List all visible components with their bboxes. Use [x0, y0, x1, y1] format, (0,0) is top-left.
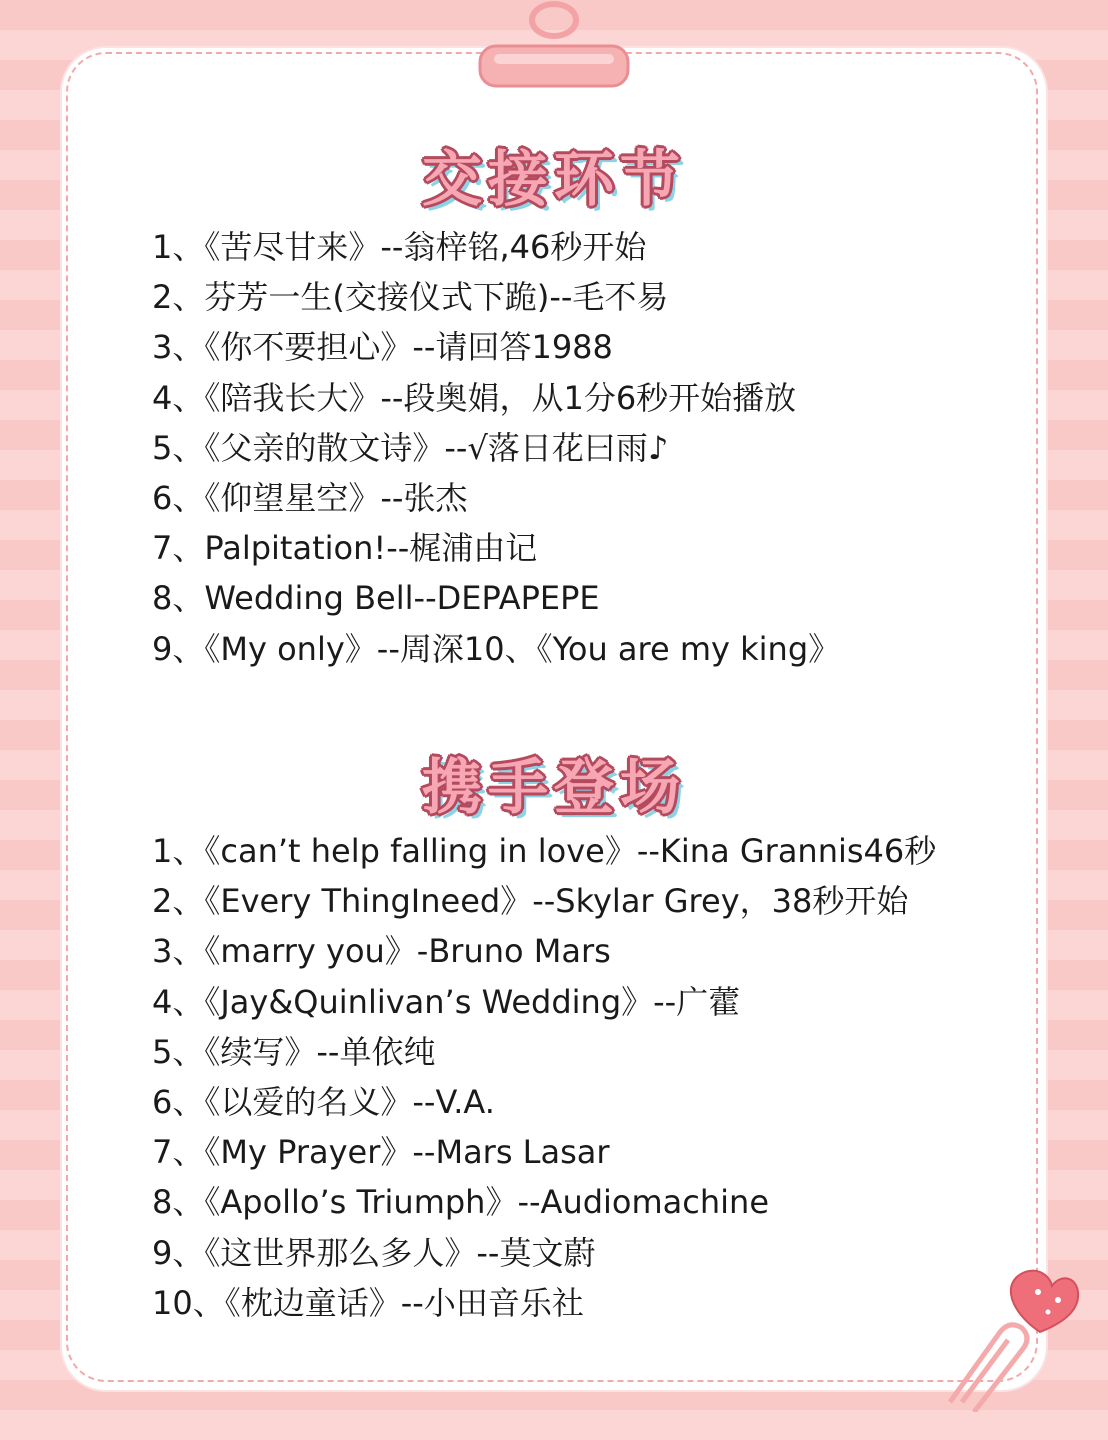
- list-item: 6、《以爱的名义》--V.A.: [152, 1082, 495, 1121]
- entrance-song-list: [152, 826, 936, 1328]
- list-item: 7、《My Prayer》--Mars Lasar: [152, 1133, 610, 1172]
- section-title-handover: 交接环节: [422, 145, 686, 215]
- list-item: 2、芬芳一生(交接仪式下跪)--毛不易: [152, 278, 669, 317]
- handover-song-list: [152, 222, 840, 674]
- list-item: 9、《My only》--周深10、《You are my king》: [152, 629, 841, 668]
- list-item: 4、《Jay&Quinlivan’s Wedding》--广藿: [152, 982, 741, 1021]
- list-item: 3、《你不要担心》--请回答1988: [152, 328, 613, 367]
- list-item: 8、Wedding Bell--DEPAPEPE: [152, 579, 600, 618]
- list-item: 1、《can’t help falling in love》--Kina Grannis46秒: [152, 832, 937, 870]
- list-item: 4、《陪我长大》--段奥娟，从1分6秒开始播放: [152, 378, 797, 417]
- list-item: 2、《Every ThingIneed》--Skylar Grey，38秒开始: [152, 882, 909, 921]
- list-item: 1、《苦尽甘来》--翁梓铭,46秒开始: [152, 228, 647, 266]
- list-item: 8、《Apollo’s Triumph》--Audiomachine: [152, 1183, 770, 1222]
- section-title-entrance: 携手登场: [422, 753, 686, 823]
- list-item: 7、Palpitation!--梶浦由记: [152, 529, 538, 568]
- heart-paperclip-icon: [930, 1262, 1080, 1412]
- list-item: 9、《这世界那么多人》--莫文蔚: [152, 1233, 596, 1272]
- list-item: 3、《marry you》-Bruno Mars: [152, 932, 611, 971]
- list-item: 6、《仰望星空》--张杰: [152, 478, 468, 517]
- list-item: 10、《枕边童话》--小田音乐社: [152, 1283, 584, 1322]
- binder-clip-icon: [474, 0, 634, 96]
- list-item: 5、《续写》--单依纯: [152, 1032, 436, 1071]
- list-item: 5、《父亲的散文诗》--√落日花曰雨♪: [152, 428, 669, 467]
